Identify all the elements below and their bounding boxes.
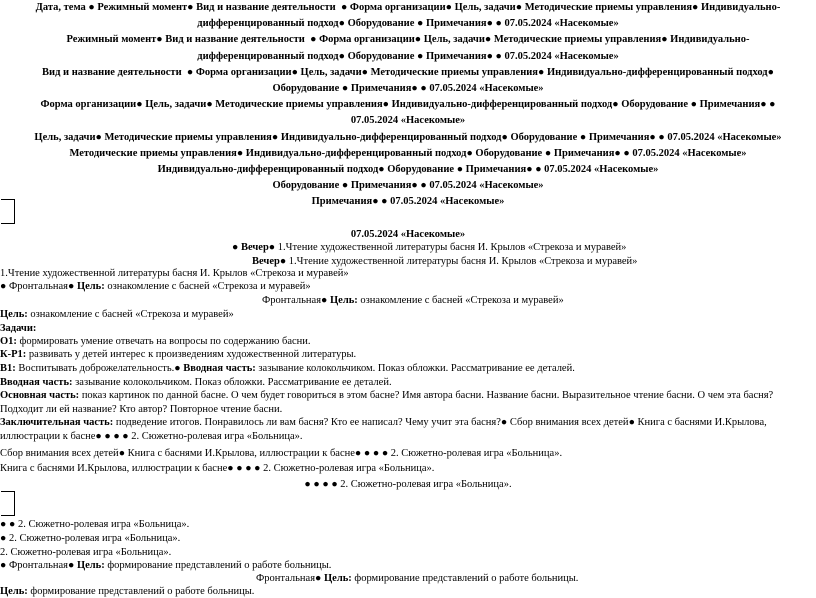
header-row-4: Форма организации● Цель, задачи● Методические приемы управления● Индивидуально-дифференцированный подход● Оборудование ● Примечания● ● 07.05.2024 «Насекомые» — [40, 99, 776, 127]
header-row-9: Примечания● ● 07.05.2024 «Насекомые» — [311, 196, 505, 208]
notes-row-3: ● 2. Сюжетно-ролевая игра «Больница». — [0, 533, 181, 544]
org-form-row-2: Фронтальная● Цель: ознакомление с басней «Стрекоза и муравей» — [262, 295, 564, 306]
header-row-7: Индивидуально-дифференцированный подход● Оборудование ● Примечания● ● 07.05.2024 «Насекомые» — [157, 164, 659, 176]
header-row-5: Цель, задачи● Методические приемы управления● Индивидуально-дифференцированный подход● Оборудование ● Примечания● ● 07.05.2024 «Насекомые» — [34, 131, 782, 143]
org-form-row-1: ● Фронтальная● Цель: ознакомление с басней «Стрекоза и муравей» — [0, 281, 311, 292]
equipment-row: Книга с баснями И.Крылова, иллюстрации к басне● ● ● ● 2. Сюжетно-ролевая игра «Больница». — [0, 463, 435, 474]
table-cell-border — [1, 199, 15, 224]
regime-activity-row-2: Вечер● 1.Чтение художественной литературы басня И. Крылов «Стрекоза и муравей» — [252, 256, 638, 267]
org-form-row-3: ● Фронтальная● Цель: формирование представлений о работе больницы. — [0, 560, 332, 571]
task-kr1: К-Р1: развивать у детей интерес к произведениям художественной литературы. — [0, 349, 357, 360]
individual-row: Сбор внимания всех детей● Книга с баснями И.Крылова, иллюстрации к басне● ● ● ● 2. Сюжетно-ролевая игра «Больница». — [0, 448, 563, 459]
goal-row-2: Цель: формирование представлений о работе больницы. — [0, 586, 255, 597]
table-cell-border — [1, 491, 15, 516]
task-o1: О1: формировать умение отвечать на вопросы по содержанию басни. — [0, 336, 311, 347]
task-v1: В1: Воспитывать доброжелательность.● Вводная часть: зазывание колокольчиком. Показ обложки. Рассматривание ее деталей. — [0, 363, 575, 374]
header-row-8: Оборудование ● Примечания● ● 07.05.2024 «Насекомые» — [272, 180, 544, 192]
intro-part: Вводная часть: зазывание колокольчиком. Показ обложки. Рассматривание ее деталей. — [0, 377, 392, 388]
notes-row: ● ● ● ● 2. Сюжетно-ролевая игра «Больница». — [304, 479, 512, 490]
final-part: Заключительная часть: подведение итогов. Понравилось ли вам басня? Кто ее написал? Чему учит эта басня?● Сбор внимания всех детей● Книга с баснями И.Крылова, иллюстрации к басне● ● ● ● 2. Сюжетно-ролевая игра «Больница». — [0, 417, 767, 442]
org-form-row-4: Фронтальная● Цель: формирование представлений о работе больницы. — [256, 573, 579, 584]
tasks-label: Задачи: — [0, 323, 37, 334]
date-topic-cell: 07.05.2024 «Насекомые» — [350, 229, 466, 240]
main-part: Основная часть: показ картинок по данной басне. О чем будет говориться в этом басне? Имя автора басни. Название басни. Выразительное чтение басни. О чем эта басня? Подходит ли ей название? Кто автор? Повторное чтение басни. — [0, 390, 774, 415]
table-header-block — [30, 0, 786, 211]
activity-row: 1.Чтение художественной литературы басня И. Крылов «Стрекоза и муравей» — [0, 268, 349, 279]
notes-row-4: 2. Сюжетно-ролевая игра «Больница». — [0, 547, 172, 558]
goal-row: Цель: ознакомление с басней «Стрекоза и муравей» — [0, 309, 234, 320]
notes-row-2: ● ● 2. Сюжетно-ролевая игра «Больница». — [0, 519, 190, 530]
header-row-2: Режимный момент● Вид и название деятельности ● Форма организации● Цель, задачи● Методические приемы управления● Индивидуально-дифференцированный подход● Оборудование ● Примечания● ● 07.05.2024 «Насекомые» — [66, 34, 750, 62]
header-row-1: Дата, тема ● Режимный момент● Вид и название деятельности ● Форма организации● Цель, задачи● Методические приемы управления● Индивидуально-дифференцированный подход● Оборудование ● Примечания● ● 07.05.2024 «Насекомые» — [35, 2, 781, 30]
header-row-3: Вид и название деятельности ● Форма организации● Цель, задачи● Методические приемы управления● Индивидуально-дифференцированный подход● Оборудование ● Примечания● ● 07.05.2024 «Насекомые» — [42, 66, 774, 95]
regime-activity-row-1: ● Вечер● 1.Чтение художественной литературы басня И. Крылов «Стрекоза и муравей» — [232, 242, 627, 253]
header-row-6: Методические приемы управления● Индивидуально-дифференцированный подход● Оборудование ● Примечания● ● 07.05.2024 «Насекомые» — [69, 147, 747, 159]
